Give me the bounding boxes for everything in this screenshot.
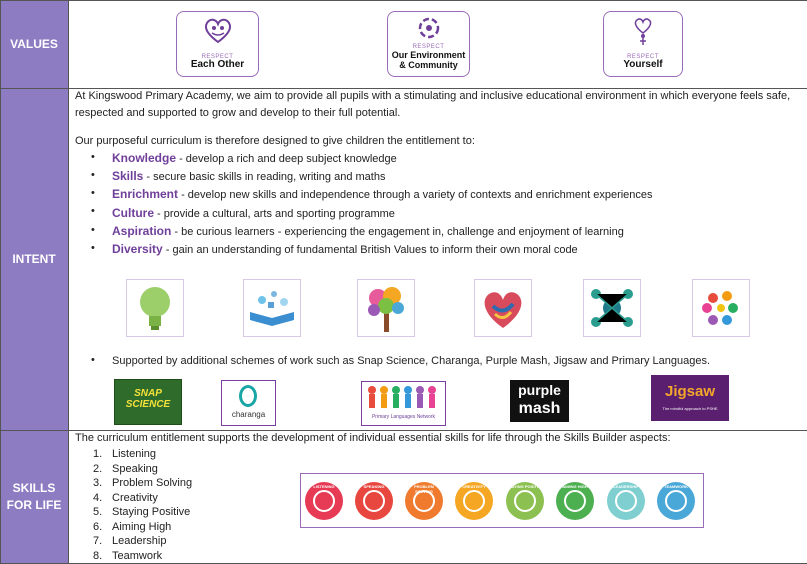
bullet-keyword: Knowledge — [112, 151, 177, 165]
aiming-high-badge-icon — [556, 482, 594, 520]
badge-label: PROBLEM SOLVING — [414, 484, 434, 494]
list-item — [112, 223, 624, 241]
list-item — [93, 520, 192, 535]
value-card-title: Yourself — [623, 59, 663, 70]
list-item — [93, 462, 192, 477]
list-number: 5. — [93, 506, 103, 518]
colorful-hands-icon — [692, 279, 750, 337]
value-card-small: RESPECT — [201, 54, 234, 60]
staying-positive-badge-icon — [506, 482, 544, 520]
list-item — [93, 447, 192, 462]
list-number: 2. — [93, 462, 103, 475]
skills-label — [0, 431, 69, 563]
list-item — [93, 549, 192, 564]
snap-science-text: SNAP SCIENCE — [125, 388, 171, 410]
community-circle-icon — [414, 15, 444, 41]
list-number: 4. — [93, 491, 103, 504]
badge-label: LISTENING — [313, 484, 335, 489]
jigsaw-tagline: The mindful approach to PSHE — [662, 406, 718, 411]
value-card-title: Our Environment & Community — [391, 50, 466, 70]
intent-label: INTENT — [0, 89, 69, 430]
bullet-text: - develop new skills and independence through a variety of contexts and enrichment experiences — [178, 189, 653, 201]
lightbulb-icon — [126, 279, 184, 337]
list-item — [112, 168, 385, 186]
list-number: 7. — [93, 535, 103, 547]
jigsaw-logo — [651, 375, 729, 421]
bullet-dot: • — [91, 205, 95, 217]
skills-list — [93, 447, 192, 563]
list-number: 8. — [93, 549, 103, 562]
heart-person-icon — [630, 17, 656, 47]
list-item — [112, 241, 578, 259]
list-text: Problem Solving — [112, 477, 193, 489]
snap-science-logo — [114, 379, 182, 425]
list-item — [112, 150, 397, 168]
bullet-text: - secure basic skills in reading, writing and maths — [143, 171, 386, 183]
colorful-tree-icon — [357, 279, 415, 337]
schemes-text: Supported by additional schemes of work such as Snap Science, Charanga, Purple Mash, Jigsaw and Primary Languages. — [112, 355, 711, 367]
charanga-mark-icon — [239, 385, 257, 407]
skills-label-line2: FOR LIFE — [6, 498, 62, 512]
bullet-keyword: Culture — [112, 206, 154, 220]
bullet-keyword: Skills — [112, 169, 144, 183]
primary-languages-logo — [361, 381, 446, 426]
intent-lead: Our purposeful curriculum is therefore designed to give children the entitlement to: — [75, 135, 475, 147]
value-card-yourself — [603, 11, 683, 77]
badge-core — [313, 490, 335, 512]
values-row — [0, 0, 807, 89]
badge-core — [665, 490, 687, 512]
list-text: Listening — [112, 448, 157, 460]
languages-text: Primary Languages Network — [371, 414, 436, 420]
listening-badge-icon — [305, 482, 343, 520]
list-number: 6. — [93, 520, 103, 533]
list-text: Speaking — [112, 462, 158, 475]
creativity-badge-icon — [455, 482, 493, 520]
badge-label: TEAMWORK — [664, 484, 688, 489]
badge-core — [413, 490, 435, 512]
bullet-text: - gain an understanding of fundamental British Values to inform their own moral code — [162, 244, 578, 256]
charanga-logo — [221, 380, 276, 426]
badge-label: AIMING HIGH — [562, 484, 588, 489]
teamwork-badge-icon — [657, 482, 695, 520]
list-text: Creativity — [112, 491, 158, 504]
list-item — [93, 476, 192, 491]
list-item — [93, 491, 192, 506]
mash-text: mash — [518, 400, 561, 417]
people-row-icon — [362, 382, 445, 412]
bullet-text: - develop a rich and deep subject knowledge — [176, 153, 397, 165]
badge-core — [463, 490, 485, 512]
bullet-dot: • — [91, 169, 95, 181]
bullet-dot: • — [91, 224, 95, 236]
value-card-small: RESPECT — [412, 44, 445, 50]
bullet-dot: • — [91, 354, 95, 366]
badge-core — [615, 490, 637, 512]
list-number: 3. — [93, 477, 103, 489]
heart-dancers-icon — [474, 279, 532, 337]
badge-core — [363, 490, 385, 512]
values-cell — [69, 0, 807, 89]
value-card-small: RESPECT — [627, 54, 659, 60]
value-card-each-other — [176, 11, 259, 77]
skills-intro: The curriculum entitlement supports the development of individual essential skills for life through the Skills Builder aspects: — [75, 432, 671, 444]
bullet-keyword: Enrichment — [112, 187, 179, 201]
skills-builder-badges — [300, 473, 704, 528]
purple-mash-logo — [510, 380, 569, 422]
charanga-text: charanga — [231, 410, 266, 419]
bullet-keyword: Diversity — [112, 242, 163, 256]
badge-core — [564, 490, 586, 512]
list-text: Leadership — [112, 535, 167, 547]
list-text: Teamwork — [112, 549, 163, 562]
bullet-text: - provide a cultural, arts and sporting programme — [154, 208, 395, 220]
list-number: 1. — [93, 448, 103, 460]
badge-label: LEADERSHIP — [613, 484, 639, 489]
bullet-dot: • — [91, 187, 95, 199]
global-network-icon — [583, 279, 641, 337]
badge-core — [514, 490, 536, 512]
bullet-text: - be curious learners - experiencing the engagement in, challenge and enjoyment of learning — [171, 226, 624, 238]
list-item — [93, 505, 192, 520]
problem-solving-badge-icon — [405, 482, 443, 520]
badge-label: CREATIVITY — [462, 484, 486, 489]
list-text: Aiming High — [112, 520, 172, 533]
value-card-title: Each Other — [190, 59, 245, 70]
intent-intro: At Kingswood Primary Academy, we aim to provide all pupils with a stimulating and inclusive educational environment in which everyone feels safe, respected and supported to grow and develop to their full potential. — [75, 90, 791, 119]
purple-text: purple — [518, 382, 561, 398]
open-book-icon — [243, 279, 301, 337]
speaking-badge-icon — [355, 482, 393, 520]
jigsaw-text: Jigsaw — [664, 383, 716, 400]
skills-label-line1: SKILLS — [12, 481, 56, 495]
list-item — [112, 205, 395, 223]
list-item — [112, 186, 653, 204]
list-item — [93, 534, 192, 549]
value-card-environment — [387, 11, 470, 77]
values-label: VALUES — [0, 0, 69, 89]
bullet-dot: • — [91, 151, 95, 163]
heart-people-icon — [203, 16, 233, 44]
bullet-keyword: Aspiration — [112, 224, 172, 238]
bullet-dot: • — [91, 242, 95, 254]
badge-label: SPEAKING — [363, 484, 385, 489]
list-text: Staying Positive — [112, 506, 191, 518]
leadership-badge-icon — [607, 482, 645, 520]
badge-label: STAYING POSITIVE — [506, 484, 544, 489]
